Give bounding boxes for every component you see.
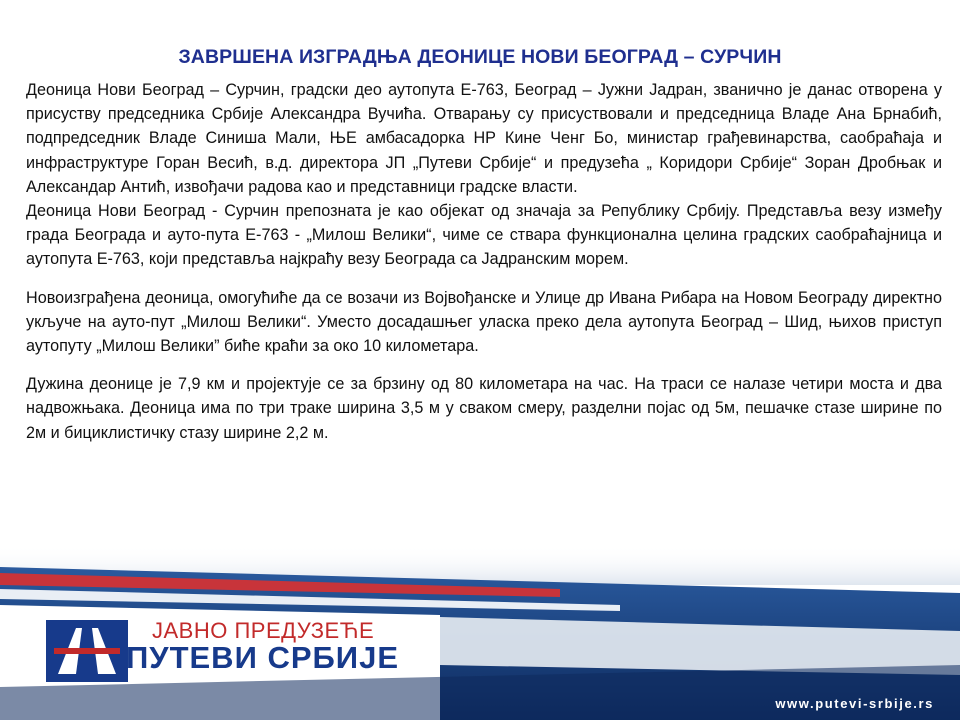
road-logo-icon [46, 620, 128, 682]
paragraph-3: Новоизграђена деоница, омогућиће да се возачи из Војвођанске и Улице др Ивана Рибара на Новом Београду директно укључе на ауто-пут „Милош Велики“. Уместо досадашњег уласка преко дела аутопута Београд – Шид, њихов приступ аутопуту „Милош Велики” биће краћи за око 10 километара. [26, 288, 942, 356]
website-link[interactable]: www.putevi-srbije.rs [775, 696, 934, 711]
brand-line-top: ЈАВНО ПРЕДУЗЕЋЕ [152, 618, 375, 643]
page-title: ЗАВРШЕНА ИЗГРАДЊА ДЕОНИЦЕ НОВИ БЕОГРАД – СУРЧИН [178, 46, 782, 68]
paragraph-1: Деоница Нови Београд – Сурчин, градски део аутопута Е-763, Београд – Јужни Јадран, званично је данас отворена у присуству председника Србије Александра Вучића. Отварању су присуствовали и председница Владе Ана Брнабић, подпредседник Владе Синиша Мали, ЊЕ амбасадорка НР Кине Ченг Бо, министар грађевинарства, саобраћаја и инфраструктуре Горан Весић, в.д. директора ЈП „Путеви Србије“ и предузећа „ Коридори Србије“ Зоран Дробњак и Александар Антић, извођачи радова као и представници градске власти. [26, 81, 942, 196]
brand-line-bottom: ПУТЕВИ СРБИЈЕ [126, 640, 400, 675]
paragraph-2: Деоница Нови Београд - Сурчин препозната је као објекат од значаја за Републику Србију. Представља везу између града Београда и ауто-пута Е-763 - „Милош Велики“, чиме се ствара функционална целина градских саобраћајница и аутопута Е-763, који представља најкраћу везу Београда са Јадранским морем. [26, 202, 942, 269]
footer-banner [0, 545, 960, 720]
paragraph-4: Дужина деонице је 7,9 км и пројектује се за брзину од 80 километара на час. На траси се налазе четири моста и два надвожњака. Деоница има по три траке ширина 3,5 м у сваком смеру, разделни појас од 5м, пешачке стазе ширине по 2м и бициклистичку стазу ширине 2,2 м. [26, 375, 942, 442]
article-body [26, 78, 942, 445]
